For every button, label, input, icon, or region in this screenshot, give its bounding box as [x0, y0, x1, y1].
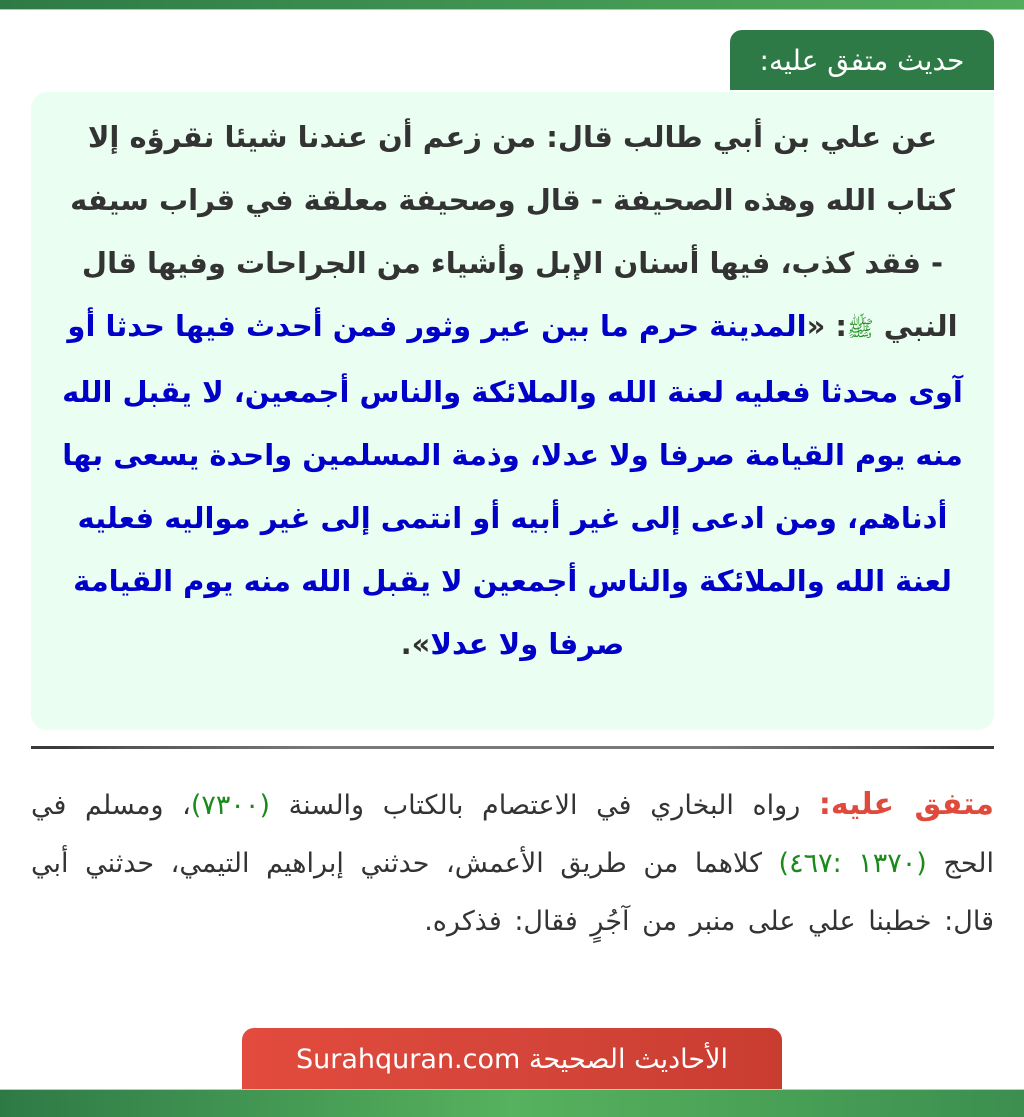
hadith-title-tab	[730, 30, 994, 90]
section-divider	[31, 746, 994, 749]
muslim-reference: (١٣٧٠ :٤٦٧)	[778, 848, 927, 879]
site-badge-text: الأحاديث الصحيحة Surahquran.com	[296, 1044, 728, 1075]
source-label: متفق عليه:	[818, 787, 994, 822]
source-text-1: رواه البخاري في الاعتصام بالكتاب والسنة	[269, 790, 819, 821]
site-badge	[242, 1028, 782, 1089]
salutation-icon: ﷺ	[847, 317, 874, 342]
source-text-2: ، ومسلم في الحج	[31, 790, 994, 879]
bottom-decorative-bar	[0, 1089, 1024, 1117]
top-decorative-bar	[0, 0, 1024, 10]
hadith-text-box	[31, 92, 994, 730]
hadith-narration: عن علي بن أبي طالب قال: من زعم أن عندنا شيئا نقرؤه إلا كتاب الله وهذه الصحيفة - قال وصحيفة معلقة في قراب سيفه - فقد كذب، فيها أسنان الإبل وأشياء من الجراحات وفيها قال النبي	[70, 120, 958, 343]
quote-open-mark: «	[806, 309, 826, 343]
prophet-quote: المدينة حرم ما بين عير وثور فمن أحدث فيها حدثا أو آوى محدثا فعليه لعنة الله والملائكة والناس أجمعين، لا يقبل الله منه يوم القيامة صرفا ولا عدلا، وذمة المسلمين واحدة يسعى بها أدناهم، ومن ادعى إلى غير أبيه أو انتمى إلى غير مواليه فعليه لعنة الله والملائكة والناس أجمعين لا يقبل الله منه يوم القيامة صرفا ولا عدلا	[62, 309, 963, 661]
hadith-colon: :	[825, 309, 848, 343]
hadith-title: حديث متفق عليه:	[759, 44, 965, 77]
source-takhrij	[31, 776, 994, 951]
hadith-text	[61, 106, 964, 676]
source-text-3: كلاهما من طريق الأعمش، حدثني إبراهيم التيمي، حدثني أبي قال: خطبنا علي على منبر من آجُرٍ فقال: فذكره.	[31, 848, 994, 937]
quote-close-mark: ».	[400, 627, 431, 661]
bukhari-reference: (٧٣٠٠)	[190, 790, 270, 821]
